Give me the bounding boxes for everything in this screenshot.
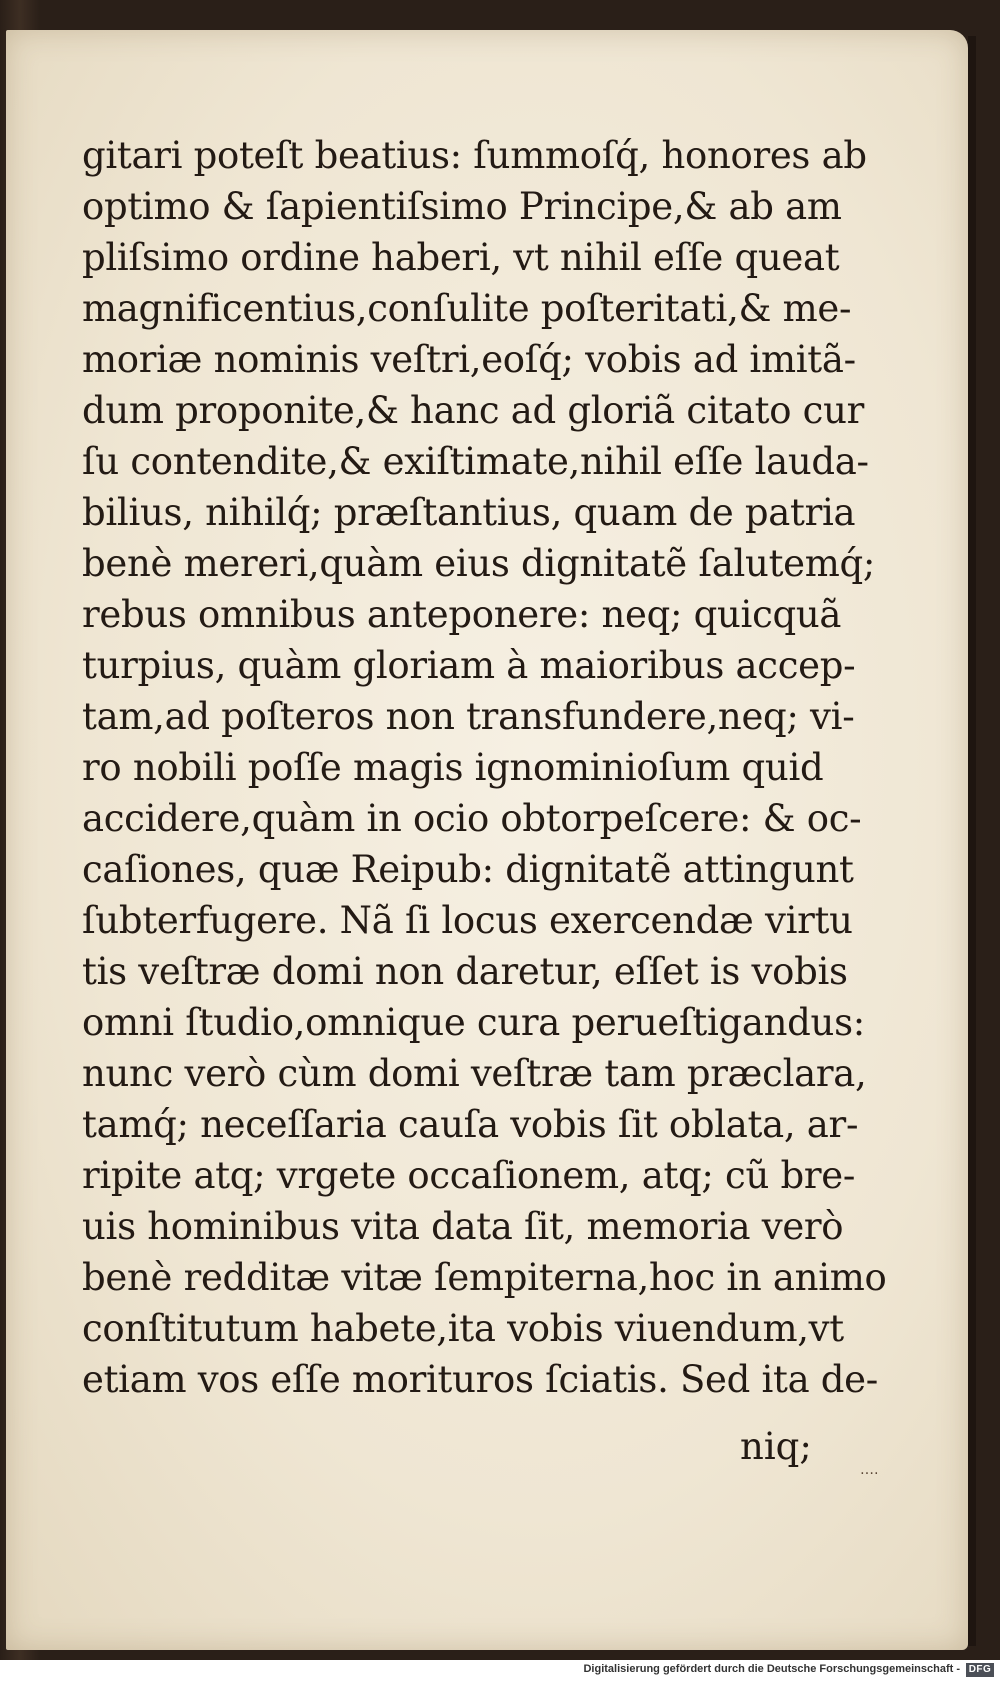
digitization-credit: Digitalisierung gefördert durch die Deutsche Forschungsgemeinschaft - bbox=[583, 1663, 960, 1675]
text-line: ſu contendite,& exiſtimate,nihil eſſe lauda- bbox=[82, 440, 869, 483]
text-line: ro nobili poſſe magis ignominioſum quid bbox=[82, 746, 824, 789]
dfg-logo-icon: DFG bbox=[966, 1663, 994, 1677]
text-line: ſubterfugere. Nã ſi locus exercendæ virtu bbox=[82, 899, 853, 942]
text-line: nunc verò cùm domi veſtræ tam præclara, bbox=[82, 1052, 867, 1095]
text-line: tamq́; neceſſaria cauſa vobis ſit oblata, ar- bbox=[82, 1103, 859, 1146]
text-line: caſiones, quæ Reipub: dignitatẽ attingunt bbox=[82, 848, 854, 891]
page-text-block bbox=[82, 130, 887, 1405]
text-line: moriæ nominis veſtri,eoſq́; vobis ad imitã- bbox=[82, 338, 856, 381]
text-line: etiam vos eſſe morituros ſciatis. Sed ita de- bbox=[82, 1358, 878, 1401]
text-line: uis hominibus vita data ſit, memoria verò bbox=[82, 1205, 844, 1248]
text-line: turpius, quàm gloriam à maioribus accep- bbox=[82, 644, 856, 687]
text-line: benè redditæ vitæ ſempiterna,hoc in animo bbox=[82, 1256, 887, 1299]
text-line: dum proponite,& hanc ad gloriã citato cur bbox=[82, 389, 865, 432]
text-line: omni ſtudio,omnique cura perueſtigandus: bbox=[82, 1001, 865, 1044]
text-line: gitari poteſt beatius: ſummoſq́, honores ab bbox=[82, 134, 867, 177]
text-line: magnificentius,conſulite poſteritati,& me- bbox=[82, 287, 852, 330]
text-line: accidere,quàm in ocio obtorpeſcere: & oc- bbox=[82, 797, 862, 840]
ink-speck-mark: ․… bbox=[860, 1462, 879, 1478]
text-line: rebus omnibus anteponere: neq; quicquã bbox=[82, 593, 842, 636]
text-line: pliſsimo ordine haberi, vt nihil eſſe queat bbox=[82, 236, 840, 279]
catchword: niq; bbox=[740, 1425, 812, 1468]
text-line: ripite atq; vrgete occaſionem, atq; cũ bre- bbox=[82, 1154, 856, 1197]
text-line: optimo & ſapientiſsimo Principe,& ab am bbox=[82, 185, 842, 228]
text-line: bilius, nihilq́; præſtantius, quam de patria bbox=[82, 491, 856, 534]
text-line: benè mereri,quàm eius dignitatẽ ſalutemq́; bbox=[82, 542, 876, 585]
text-line: tam,ad poſteros non transfundere,neq; vi- bbox=[82, 695, 855, 738]
text-line: conſtitutum habete,ita vobis viuendum,vt bbox=[82, 1307, 844, 1350]
text-line: tis veſtræ domi non daretur, eſſet is vobis bbox=[82, 950, 848, 993]
page-edge-shadow bbox=[968, 36, 976, 1646]
